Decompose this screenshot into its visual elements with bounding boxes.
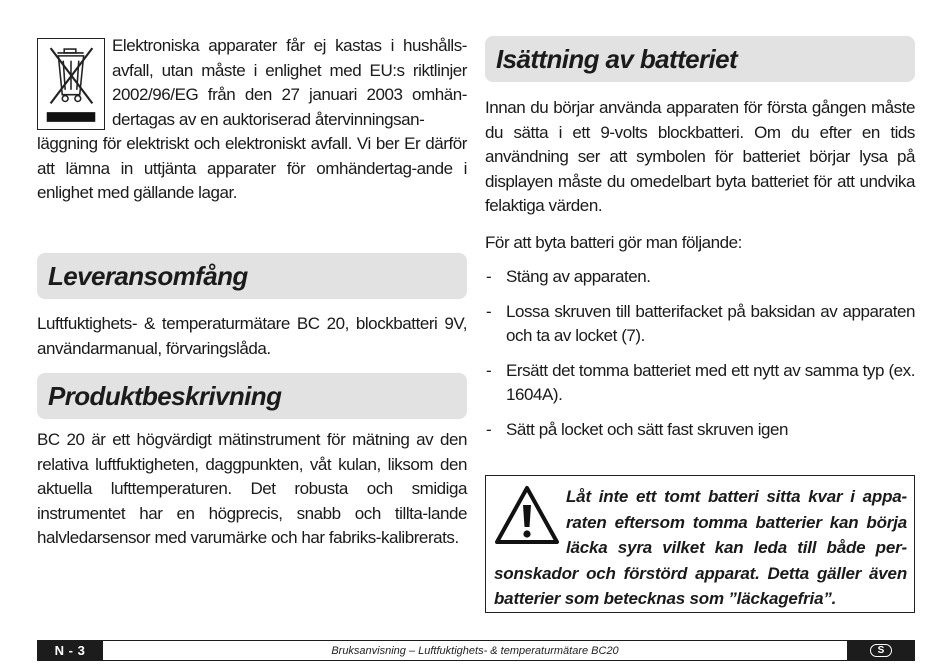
page-number: N - 3 xyxy=(54,643,86,658)
leverans-text: Luftfuktighets- & temperaturmätare BC 20, blockbatteri 9V, användarmanual, förvaringslåda. xyxy=(37,314,467,358)
warning-triangle-icon xyxy=(494,485,560,545)
disposal-text-full: läggning för elektriskt och elektroniskt avfall. Vi ber Er därför att lämna in uttjänta apparater för omhändertag-ande i enlighet med gällande lagar. xyxy=(37,134,467,202)
step-text: Stäng av apparaten. xyxy=(506,267,651,286)
crossed-out-bin-icon xyxy=(37,38,105,130)
produkt-heading xyxy=(37,373,467,419)
leverans-heading-label: Leveransomfång xyxy=(48,260,248,291)
list-item xyxy=(485,359,915,408)
language-badge: S xyxy=(870,644,892,657)
footer-title: Bruksanvisning – Luftfuktighets- & temperaturmätare BC20 xyxy=(103,641,847,660)
produkt-text: BC 20 är ett högvärdigt mätinstrument för mätning av den relativa luftfuktigheten, daggpunkten, våt kulan, liksom den aktuella lufttemperaturen. Det robusta och smidiga instrumentet har en högprecis, snabb och tillta-lande halvledarsensor med varumärke och har fabriks-kalibrerats. xyxy=(37,430,467,547)
warning-text: Låt inte ett tomt batteri sitta kvar i appa-raten eftersom tomma batterier kan börja läcka syra vilket kan leda till både per-sonskador och förstörd apparat. Detta gäller även batterier som betecknas som ”läckagefria”. xyxy=(494,487,907,608)
list-dash: - xyxy=(486,360,492,380)
battery-intro: Innan du börjar använda apparaten för första gången måste du sätta i ett 9-volts blockbatteri. Om du efter en tids användning ser att symbolen för batteriet börjar lysa på displayen måste du omedelbart byta batteriet för att undvika felaktiga värden. xyxy=(485,98,915,215)
language-badge-area xyxy=(847,640,915,661)
disposal-text-indented: Elektroniska apparater får ej kastas i hushålls-avfall, utan måste i enlighet med EU:s riktlinjer 2002/96/EG från den 27 januari 2003 omhän-dertagas av en auktoriserad återvinningsan- xyxy=(112,36,467,129)
list-dash: - xyxy=(486,267,492,286)
list-item xyxy=(485,300,915,349)
leverans-heading xyxy=(37,253,467,299)
step-text: Lossa skruven till batterifacket på baksidan av apparaten och ta av locket (7). xyxy=(506,301,915,345)
produkt-heading-label: Produktbeskrivning xyxy=(48,380,282,411)
list-dash: - xyxy=(486,301,492,321)
steps-intro: För att byta batteri gör man följande: xyxy=(485,233,742,252)
list-item xyxy=(485,265,915,290)
warning-box xyxy=(485,475,915,613)
battery-steps-list xyxy=(485,265,915,442)
page-footer xyxy=(37,640,915,661)
battery-heading xyxy=(485,36,915,82)
list-dash: - xyxy=(486,419,492,439)
list-item xyxy=(485,418,915,443)
step-text: Sätt på locket och sätt fast skruven igen xyxy=(506,419,789,439)
step-text: Ersätt det tomma batteriet med ett nytt av samma typ (ex. 1604A). xyxy=(506,360,915,404)
battery-heading-label: Isättning av batteriet xyxy=(496,43,738,74)
